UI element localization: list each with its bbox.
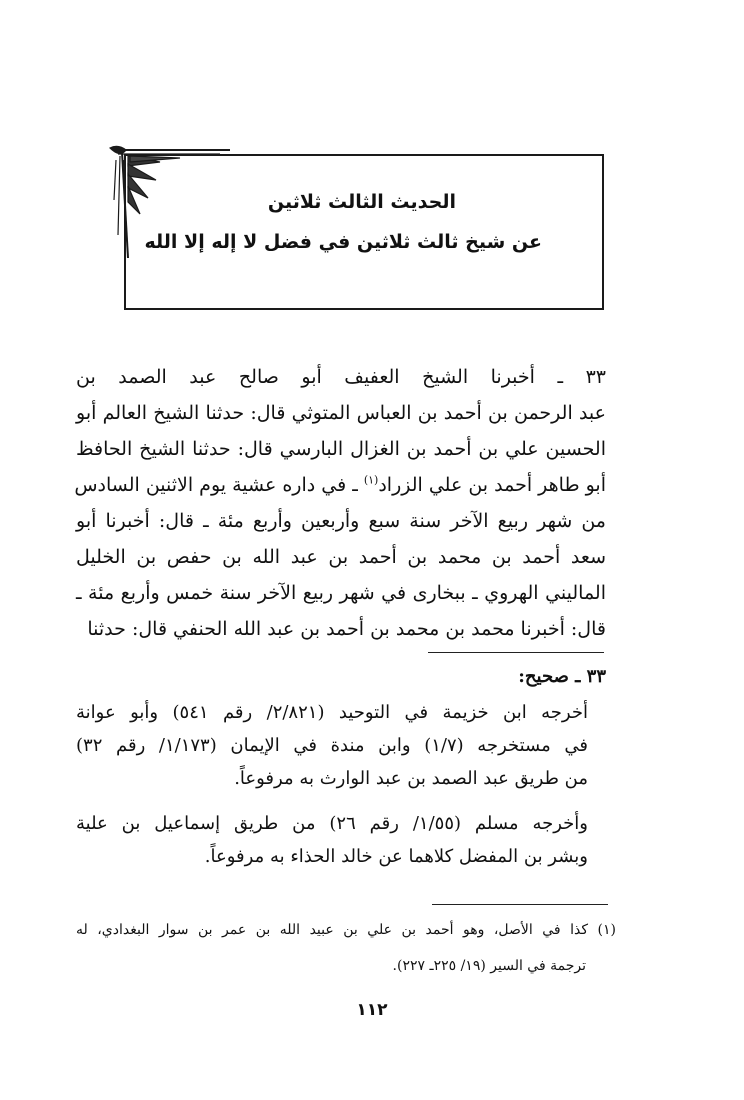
section-divider	[428, 652, 604, 653]
text-line-with-footnote	[76, 467, 606, 503]
text-line: وأخرجه مسلم (١/٥٥/ رقم ٢٦) من طريق إسماعيل بن علية	[76, 813, 588, 834]
text-line-end: ـ في داره عشية يوم الاثنين السادس	[74, 474, 364, 496]
text-line: ٣٣ ـ أخبرنا الشيخ العفيف أبو صالح عبد الصمد بن	[76, 366, 606, 388]
grading-heading: ٣٣ ـ صحيح:	[518, 666, 606, 687]
text-line: من طريق عبد الصمد بن عبد الوارث به مرفوعاً.	[234, 768, 588, 789]
hadith-heading	[144, 182, 542, 262]
footnote-line: ترجمة في السير (١٩/ ٢٢٥ـ ٢٢٧).	[392, 958, 586, 974]
takhrij-section	[76, 660, 606, 885]
text-line: عبد الرحمن بن أحمد بن العباس المتوثي قال: حدثنا الشيخ العالم أبو	[76, 402, 606, 424]
text-line: وبشر بن المفضل كلاهما عن خالد الحذاء به مرفوعاً.	[204, 846, 588, 867]
text-line: الحسين علي بن أحمد بن الغزال البارسي قال: حدثنا الشيخ الحافظ	[76, 438, 606, 460]
text-line: في مستخرجه (١/٧) وابن مندة في الإيمان (١/١٧٣/ رقم ٣٢)	[76, 735, 588, 756]
footnote	[76, 912, 616, 984]
text-line: من شهر ربيع الآخر سنة سبع وأربعين وأربع مئة ـ قال: أخبرنا أبو	[76, 510, 606, 532]
footnote-line: (١) كذا في الأصل، وهو أحمد بن علي بن عبيد الله بن عمر بن سوار البغدادي، له	[76, 922, 616, 938]
text-line-start: أبو طاهر أحمد بن علي الزراد	[378, 474, 606, 496]
footnote-reference: (١)	[363, 473, 379, 487]
hadith-text	[76, 359, 606, 647]
footnote-divider	[432, 904, 608, 905]
takhrij-paragraph-2	[76, 807, 606, 873]
page-number: ١١٢	[356, 1000, 388, 1020]
text-line: قال: أخبرنا محمد بن محمد بن أحمد بن عبد الله الحنفي قال: حدثنا	[87, 618, 606, 640]
text-line: سعد أحمد بن محمد بن أحمد بن عبد الله بن حفص بن الخليل	[76, 546, 606, 568]
heading-line-2: عن شيخ ثالث ثلاثين في فضل لا إله إلا الله	[144, 231, 542, 253]
text-line: أخرجه ابن خزيمة في التوحيد (٢/٨٢١/ رقم ٥٤١) وأبو عوانة	[76, 702, 588, 723]
heading-line-1: الحديث الثالث ثلاثين	[267, 191, 456, 213]
takhrij-paragraph-1	[76, 696, 606, 795]
text-line: الماليني الهروي ـ ببخارى في شهر ربيع الآخر سنة خمس وأربع مئة ـ	[76, 582, 606, 604]
